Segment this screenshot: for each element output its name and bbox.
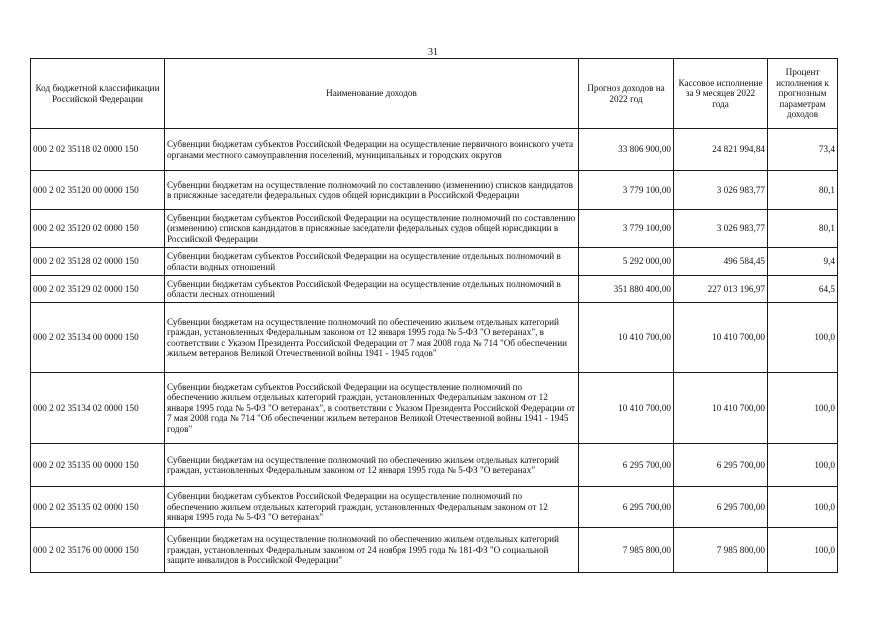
- row-code: 000 2 02 35176 00 0000 150: [31, 528, 165, 573]
- row-percent: 64,5: [768, 276, 838, 303]
- row-executed: 7 985 800,00: [674, 528, 768, 573]
- row-code: 000 2 02 35134 02 0000 150: [31, 373, 165, 444]
- row-forecast: 5 292 000,00: [579, 248, 674, 276]
- row-forecast: 10 410 700,00: [579, 373, 674, 444]
- row-name: Субвенции бюджетам субъектов Российской Федерации на осуществление отдельных полномочий в области лесных отношений: [165, 276, 579, 303]
- row-name: Субвенции бюджетам субъектов Российской Федерации на осуществление полномочий по составлению (изменению) списков кандидатов в присяжные заседатели федеральных судов общей юрисдикции в Российской Федерации: [165, 210, 579, 248]
- table-row: [31, 248, 838, 276]
- row-percent: 80,1: [768, 171, 838, 210]
- table-row: [31, 210, 838, 248]
- table-row: [31, 373, 838, 444]
- row-percent: 100,0: [768, 528, 838, 573]
- row-percent: 100,0: [768, 444, 838, 487]
- row-forecast: 3 779 100,00: [579, 171, 674, 210]
- row-executed: 10 410 700,00: [674, 373, 768, 444]
- table-row: [31, 303, 838, 373]
- row-percent: 100,0: [768, 303, 838, 373]
- row-executed: 24 821 994,84: [674, 129, 768, 171]
- row-forecast: 351 880 400,00: [579, 276, 674, 303]
- row-percent: 100,0: [768, 487, 838, 528]
- row-name: Субвенции бюджетам субъектов Российской Федерации на осуществление первичного воинского учета органами местного самоуправления поселений, муниципальных и городских округов: [165, 129, 579, 171]
- header-executed: Кассовое исполнение за 9 месяцев 2022 года: [674, 59, 768, 129]
- row-forecast: 6 295 700,00: [579, 444, 674, 487]
- page-number: 31: [428, 47, 438, 58]
- header-percent: Процент исполнения к прогнозным параметрам доходов: [768, 59, 838, 129]
- row-forecast: 7 985 800,00: [579, 528, 674, 573]
- row-percent: 73,4: [768, 129, 838, 171]
- row-name: Субвенции бюджетам субъектов Российской Федерации на осуществление полномочий по обеспечению жильем отдельных категорий граждан, установленных Федеральным законом от 12 января 1995 года № 5-ФЗ "О ветеранах": [165, 487, 579, 528]
- budget-income-table: [30, 58, 838, 573]
- row-forecast: 6 295 700,00: [579, 487, 674, 528]
- row-code: 000 2 02 35135 00 0000 150: [31, 444, 165, 487]
- row-name: Субвенции бюджетам на осуществление полномочий по составлению (изменению) списков кандидатов в присяжные заседатели федеральных судов общей юрисдикции в Российской Федерации: [165, 171, 579, 210]
- table-row: [31, 444, 838, 487]
- table-row: [31, 129, 838, 171]
- table-header-row: [31, 59, 838, 129]
- table-row: [31, 487, 838, 528]
- row-name: Субвенции бюджетам субъектов Российской Федерации на осуществление полномочий по обеспечению жильем отдельных категорий граждан, установленных Федеральным законом от 12 января 1995 года № 5-ФЗ "О ветеранах", в соответствии с Указом Президента Российской Федерации от 7 мая 2008 года № 714 "Об обеспечении жильем ветеранов Великой Отечественной войны 1941 - 1945 годов": [165, 373, 579, 444]
- row-executed: 3 026 983,77: [674, 171, 768, 210]
- row-executed: 6 295 700,00: [674, 487, 768, 528]
- row-executed: 6 295 700,00: [674, 444, 768, 487]
- header-forecast: Прогноз доходов на 2022 год: [579, 59, 674, 129]
- row-percent: 80,1: [768, 210, 838, 248]
- row-forecast: 3 779 100,00: [579, 210, 674, 248]
- table-row: [31, 171, 838, 210]
- row-executed: 496 584,45: [674, 248, 768, 276]
- row-percent: 9,4: [768, 248, 838, 276]
- row-name: Субвенции бюджетам субъектов Российской Федерации на осуществление отдельных полномочий в области водных отношений: [165, 248, 579, 276]
- row-forecast: 10 410 700,00: [579, 303, 674, 373]
- row-executed: 227 013 196,97: [674, 276, 768, 303]
- row-name: Субвенции бюджетам на осуществление полномочий по обеспечению жильем отдельных категорий граждан, установленных Федеральным законом от 12 января 1995 года № 5-ФЗ "О ветеранах", в соответствии с Указом Президента Российской Федерации от 7 мая 2008 года № 714 "Об обеспечении жильем ветеранов Великой Отечественной войны 1941 - 1945 годов": [165, 303, 579, 373]
- row-code: 000 2 02 35128 02 0000 150: [31, 248, 165, 276]
- row-executed: 3 026 983,77: [674, 210, 768, 248]
- table-row: [31, 276, 838, 303]
- row-name: Субвенции бюджетам на осуществление полномочий по обеспечению жильем отдельных категорий граждан, установленных Федеральным законом от 24 ноября 1995 года № 181-ФЗ "О социальной защите инвалидов в Российской Федерации": [165, 528, 579, 573]
- row-executed: 10 410 700,00: [674, 303, 768, 373]
- header-code: Код бюджетной классификации Российской Федерации: [31, 59, 165, 129]
- row-code: 000 2 02 35135 02 0000 150: [31, 487, 165, 528]
- header-name: Наименование доходов: [165, 59, 579, 129]
- row-forecast: 33 806 900,00: [579, 129, 674, 171]
- table-row: [31, 528, 838, 573]
- row-code: 000 2 02 35134 00 0000 150: [31, 303, 165, 373]
- row-code: 000 2 02 35129 02 0000 150: [31, 276, 165, 303]
- row-percent: 100,0: [768, 373, 838, 444]
- row-name: Субвенции бюджетам на осуществление полномочий по обеспечению жильем отдельных категорий граждан, установленных Федеральным законом от 12 января 1995 года № 5-ФЗ "О ветеранах": [165, 444, 579, 487]
- row-code: 000 2 02 35120 02 0000 150: [31, 210, 165, 248]
- row-code: 000 2 02 35118 02 0000 150: [31, 129, 165, 171]
- row-code: 000 2 02 35120 00 0000 150: [31, 171, 165, 210]
